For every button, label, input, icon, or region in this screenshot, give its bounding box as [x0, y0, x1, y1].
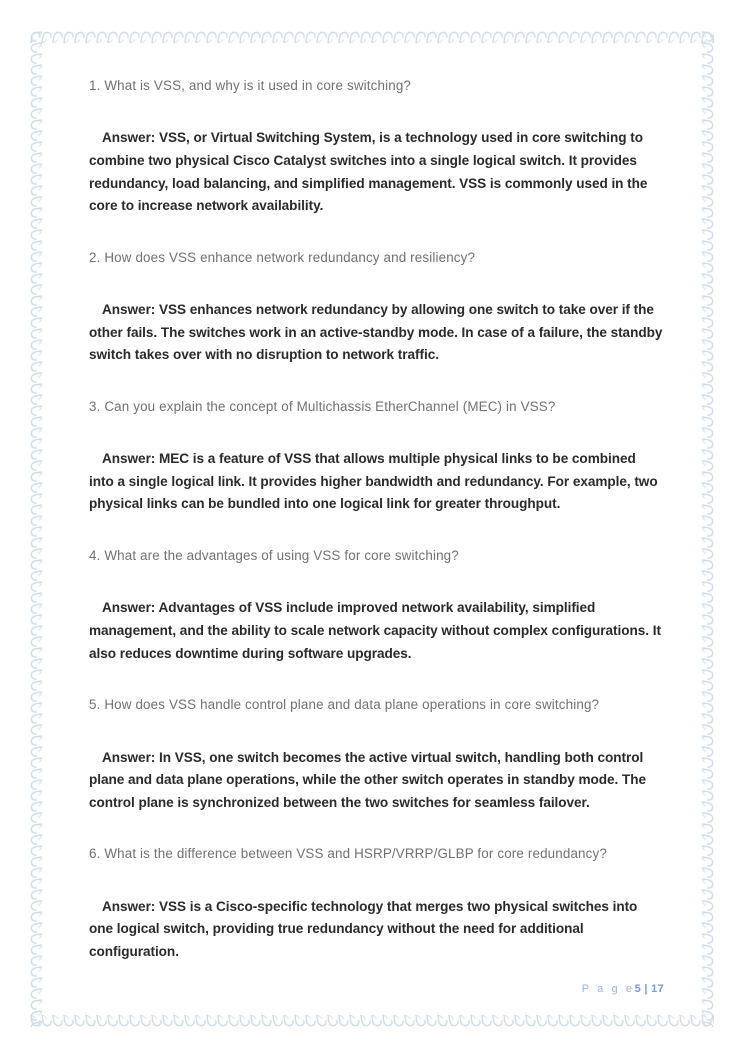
border-edge-right — [701, 31, 714, 1027]
qa-block — [89, 76, 664, 218]
qa-block — [89, 695, 664, 814]
footer-page-number: 5 | 17 — [634, 983, 664, 995]
document-body — [89, 76, 664, 963]
answer-text: Answer: MEC is a feature of VSS that allows multiple physical links to be combined into a single logical link. It provides higher bandwidth and redundancy. For example, two physical links can be bundled into one logical link for greater throughput. — [89, 451, 658, 512]
answer-text: Answer: VSS enhances network redundancy by allowing one switch to take over if the other fails. The switches work in an active-standby mode. In case of a failure, the standby switch takes over with no disruption to network traffic. — [89, 302, 663, 363]
border-edge-bottom — [30, 1014, 714, 1027]
qa-block — [89, 546, 664, 665]
question-text: 2. How does VSS enhance network redundancy and resiliency? — [89, 249, 476, 265]
question-text: 4. What are the advantages of using VSS for core switching? — [89, 547, 459, 563]
page-footer — [89, 983, 664, 995]
border-edge-top — [30, 31, 714, 44]
border-edge-left — [30, 31, 43, 1027]
question-text: 5. How does VSS handle control plane and data plane operations in core switching? — [89, 697, 600, 713]
question-text: 6. What is the difference between VSS and HSRP/VRRP/GLBP for core redundancy? — [89, 846, 607, 862]
qa-block — [89, 248, 664, 367]
answer-text: Answer: In VSS, one switch becomes the active virtual switch, handling both control plane and data plane operations, while the other switch operates in standby mode. The control plane is synchronized between the two switches for seamless failover. — [89, 749, 646, 810]
footer-page-label: P a g e — [581, 983, 635, 995]
answer-text: Answer: Advantages of VSS include improved network availability, simplified management, and the ability to scale network capacity without complex configurations. It also reduces downtime during software upgrades. — [89, 600, 661, 661]
question-text: 3. Can you explain the concept of Multichassis EtherChannel (MEC) in VSS? — [89, 398, 556, 414]
question-text: 1. What is VSS, and why is it used in core switching? — [89, 78, 412, 93]
answer-text: Answer: VSS is a Cisco-specific technology that merges two physical switches into one logical switch, providing true redundancy without the need for additional configuration. — [89, 898, 638, 959]
qa-block — [89, 844, 664, 963]
qa-block — [89, 397, 664, 516]
answer-text: Answer: VSS, or Virtual Switching System, is a technology used in core switching to combine two physical Cisco Catalyst switches into a single logical switch. It provides redundancy, load balancing, and simplified management. VSS is commonly used in the core to increase network availability. — [89, 130, 648, 214]
